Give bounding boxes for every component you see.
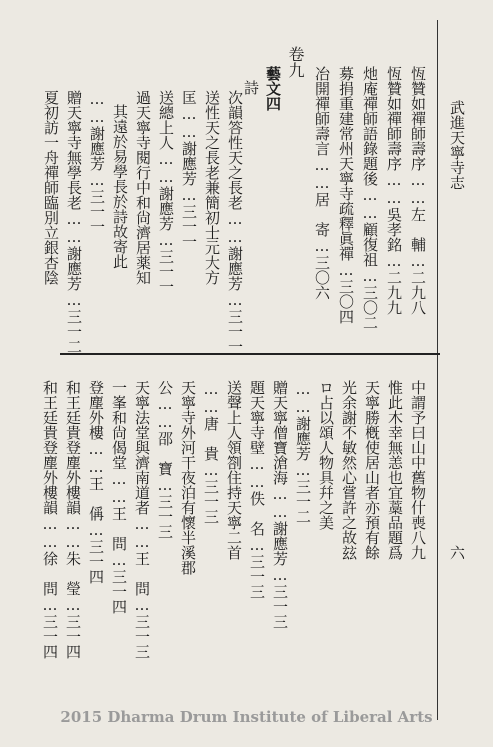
toc-entry: 次韻答性天之長老……謝應芳…三一一 [226,90,244,354]
book-title: 武進天寧寺志 [448,100,466,190]
genre-heading: 詩 [242,80,260,95]
toc-entry: 登塵外樓……王 偁…三一四 [87,380,105,584]
toc-entry: 夏初訪一舟禪師臨別立銀杏陰 [42,90,60,285]
toc-entry: 冶開禪師壽言……居 寄…三〇六 [313,66,331,300]
right-rule [437,20,438,720]
toc-entry: 天寧勝槪使居山者亦預有餘 [363,380,381,560]
toc-entry: 惟此木幸無恙也宜藁品題爲 [386,380,404,560]
toc-entry: 匡……謝應芳…三一一 [180,90,198,249]
volume-heading: 卷九 [286,46,305,78]
toc-entry: 公……邵 寶…三一三 [156,380,174,539]
toc-entry: 恆贊如禪師壽序……左 輔…二九八 [409,66,427,315]
toc-entry: 和王廷貴登塵外樓韻……朱 瑩…三一四 [64,380,82,659]
toc-entry: 送總上人……謝應芳…三一一 [157,90,175,294]
toc-entry: 贈天寧僧寶滄海……謝應芳…三一三 [271,380,289,629]
toc-entry: 和王廷貴登塵外樓韻……徐 問…三一四 [41,380,59,659]
toc-entry: 送聲上人領劄住持天寧二首 [225,380,243,560]
toc-entry: ……唐 貴…三一三 [202,380,220,524]
toc-entry: 天寧寺外河干夜泊有懷半溪郡 [179,380,197,575]
toc-entry: 天寧法堂與濟南道者……王 問…三一三 [133,380,151,659]
toc-entry: ロ占以頌人物具幷之美 [317,380,335,530]
toc-entry: 恆贊如禪師壽序……吳孝銘…二九九 [385,66,403,315]
toc-entry: 過天寧寺閱行中和尙濟居薬知 [134,90,152,285]
toc-entry: ……謝應芳…三一二 [294,380,312,524]
toc-entry: 光余謝不敏然心嘗許之故玆 [340,380,358,560]
toc-entry: 送性天之長老兼簡初士元大方 [203,90,221,285]
middle-rule [60,353,440,355]
toc-entry: 一峯和尙偈堂……王 問…三一四 [110,380,128,614]
section-heading: 藝文四 [264,66,282,111]
page-number: 六 [448,545,466,560]
toc-entry: ……謝應芳…三一一 [88,90,106,234]
toc-entry: 灺庵禪師語錄題後……顧復祖…三〇二 [361,66,379,330]
toc-entry: 募捐重建常州天寧寺疏釋眞禪…三〇四 [337,66,355,324]
toc-entry: 中謂予曰山中舊物什喪八九 [409,380,427,560]
toc-entry: 其遠於易學長於詩故寄此 [111,104,129,269]
watermark-footer: 2015 Dharma Drum Institute of Liberal Arts [60,708,433,726]
toc-entry: 題天寧寺壁……佚 名…三一三 [248,380,266,599]
toc-entry: 贈天寧寺無學長老……謝應芳…三一二 [65,90,83,354]
